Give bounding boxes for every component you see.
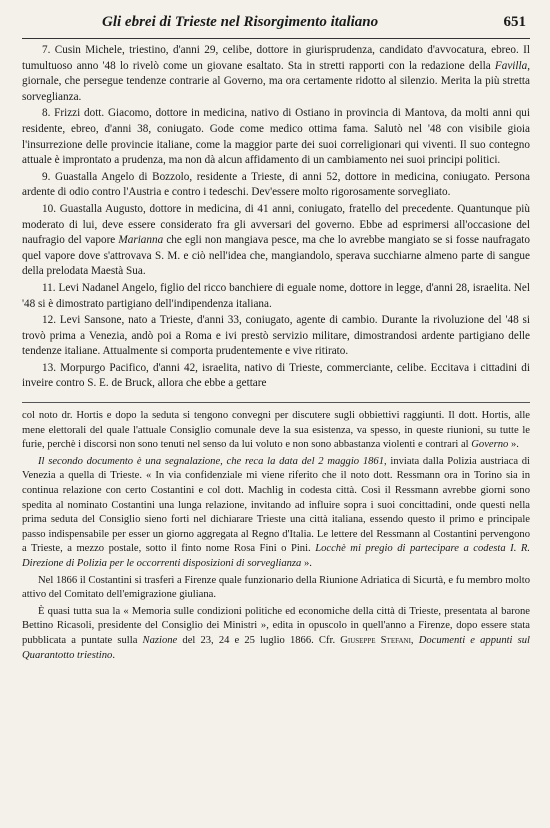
- footnote-paragraph: Nel 1866 il Costantini si trasferì a Firenze quale funzionario della Riunione Adriatica di Sicurtà, e fu membro molto attivo del Comitato dell'emigrazione giuliana.: [22, 574, 530, 601]
- running-title: Gli ebrei di Trieste nel Risorgimento italiano: [102, 14, 379, 30]
- page-number: 651: [503, 14, 526, 30]
- italic-text: Marianna: [118, 234, 164, 247]
- running-header: [22, 14, 530, 36]
- entry-paragraph: 10. Guastalla Augusto, dottore in medicina, di 41 anni, coniugato, fratello del precedente. Quantunque più moderato di lui, deve essere considerato fra gli avversari del governo. Ebbe ad esprimersi all'occasione del naufragio del vapore Marianna che egli non mangiava pesce, ma che lo avrebbe mangiato se si fosse naufragato quel vapore dove s'attrovava S. M. e ciò nell'idea che, mangiandolo, sperava succhiarne almeno parte di sangue della prelodata Maestà Sua.: [22, 202, 530, 278]
- entry-paragraph: 13. Morpurgo Pacifico, d'anni 42, israelita, nativo di Trieste, commerciante, celibe. Eccitava i cittadini di inveire contro S. E. de Bruck, allora che ebbe a gettare: [22, 361, 530, 390]
- italic-text: Locchè mi pregio di partecipare a codesta I. R. Direzione di Polizia per le occorrenti disposizioni di sorveglianza: [22, 543, 530, 569]
- italic-text: Documenti e appunti sul Quarantotto triestino: [22, 634, 530, 661]
- entry-paragraph: 11. Levi Nadanel Angelo, figlio del ricco banchiere di eguale nome, dottore in legge, d'anni 28, israelita. Nel '48 si è dimostrato partigiano dell'indipendenza italiana.: [22, 281, 530, 310]
- footnote-paragraph: È quasi tutta sua la « Memoria sulle condizioni politiche ed economiche della città di Trieste, presentata al barone Bettino Ricasoli, presidente del Consiglio dei Ministri », edita in opuscolo in quell'anno a Firenze, dopo essere stata pubblicata a puntate sulla Nazione del 23, 24 e 25 luglio 1866. Cfr. Giuseppe Stefani, Documenti e appunti sul Quarantotto triestino.: [22, 605, 530, 661]
- footnote-block: [22, 409, 530, 663]
- italic-text: Nazione: [142, 634, 178, 646]
- italic-text: Il secondo documento è una segnalazione, che reca la data del 2 maggio 1861: [38, 455, 385, 467]
- footnote-paragraph: col noto dr. Hortis e dopo la seduta si tengono convegni per discutere sugli obbiettivi raggiunti. Il dott. Hortis, alle mene elettorali del quale l'attuale Consiglio comunale deve la sua esistenza, va spesso, in queste riunioni, su tutte le furie, perchè i discorsi non sono tenuti nel senso da lui voluto e non sono abbastanza violenti e contrari al Governo ».: [22, 410, 530, 451]
- entry-paragraph: 8. Frizzi dott. Giacomo, dottore in medicina, nativo di Ostiano in provincia di Mantova, da molti anni qui residente, ebreo, d'anni 38, coniugato. Gode come medico ottima fama. Salutò nel '48 con visibile gioia l'insurrezione delle provincie italiane, come la maggior parte dei suoi correligionari qui viventi. Il suo contegno attuale è improntato a prudenza, ma non dà alcun affidamento di un cambiamento nei suoi principi politici.: [22, 107, 530, 167]
- entry-paragraph: 7. Cusin Michele, triestino, d'anni 29, celibe, dottore in giurisprudenza, candidato d'avvocatura, ebreo. Il tumultuoso anno '48 lo rivelò come un giovane esaltato. Sta in stretti rapporti con la redazione della Favilla, giornale, che persegue tendenze contrarie al Governo, ma ora certamente ridotto al silenzio. Merita la più stretta sorveglianza.: [22, 44, 530, 103]
- italic-text: Favilla: [494, 59, 528, 72]
- book-page: [22, 14, 530, 663]
- footnote-paragraph: Il secondo documento è una segnalazione, che reca la data del 2 maggio 1861, inviata dalla Polizia austriaca di Venezia a quella di Trieste. « In via confidenziale mi viene riferito che il noto dott. Ressmann ora in Torino sia in continua relazione con certo Costantini e col dott. Machlig in codesta città. Così il Ressmann avrebbe giorni sono spedita al nominato Costantini una lunga relazione, invitando ad influire sopra i suoi concittadini, onde questi nella prima seduta del Consiglio sieno forti nel dichiarare Trieste una città italiana, essendo questo il primo e principale passo indispensabile per esser un giorno aggregata al Regno d'Italia. Le lettere del Ressmann al Costantini pervengono a Trieste, a mezzo postale, sotto il finto nome Rosa Fini o Pini. Locchè mi pregio di partecipare a codesta I. R. Direzione di Polizia per le occorrenti disposizioni di sorveglianza ».: [22, 455, 530, 569]
- italic-text: Governo: [471, 439, 509, 451]
- entry-paragraph: 9. Guastalla Angelo di Bozzolo, residente a Trieste, di anni 52, dottore in medicina, coniugato. Persona ardente di odio contro l'Austria e contro i tedeschi. Dev'essere molto rigorosamente sorvegliato.: [22, 170, 530, 199]
- main-text: [22, 43, 530, 392]
- entry-paragraph: 12. Levi Sansone, nato a Trieste, d'anni 33, coniugato, agente di cambio. Durante la rivoluzione del '48 si trovò prima a Venezia, andò poi a Roma e ivi prestò servizio militare, dimostrandosi ardente partigiano delle tendenze italiane. Attualmente si comporta prudentemente e vive ritirato.: [22, 314, 530, 358]
- footnote-rule: [22, 402, 530, 403]
- author-name: Giuseppe Stefani: [340, 634, 411, 646]
- header-rule: [22, 38, 530, 39]
